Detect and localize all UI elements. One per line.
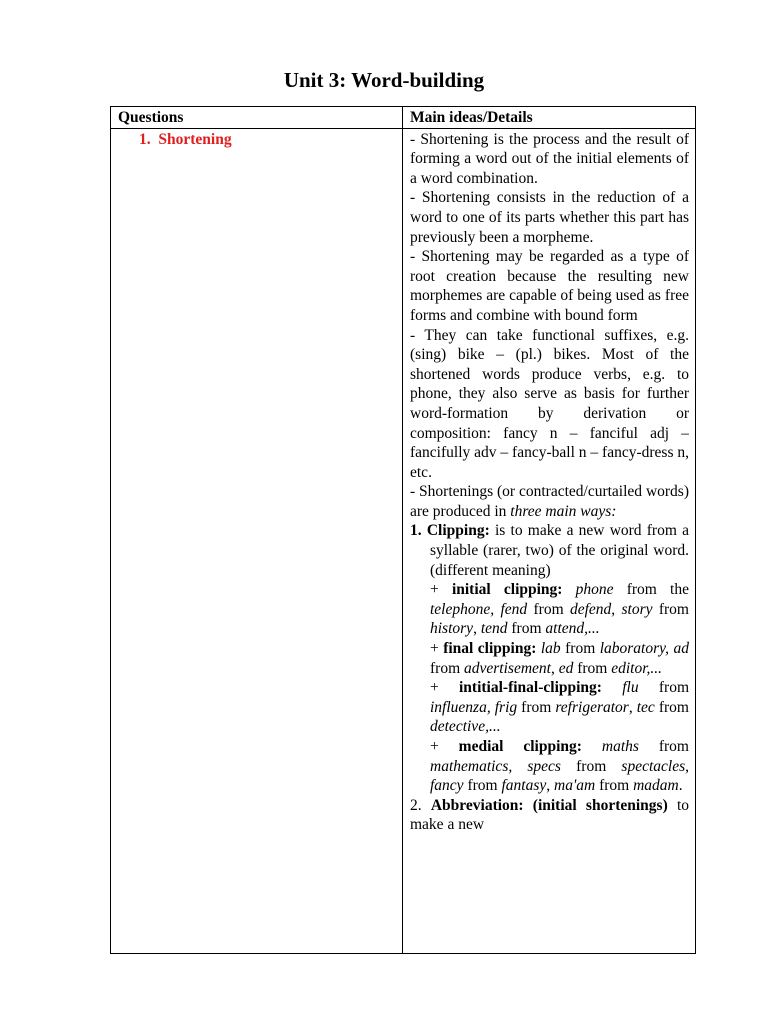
- example-word: flu: [622, 679, 639, 697]
- example-word: defend: [569, 600, 612, 618]
- three-ways-italic: three main ways:: [510, 502, 617, 520]
- paragraph-three-ways: [410, 482, 689, 521]
- plus-sign: +: [430, 581, 452, 599]
- connector: ,: [550, 659, 559, 677]
- example-word: history: [430, 620, 474, 638]
- connector: from: [517, 698, 556, 716]
- table-header-row: [111, 107, 696, 129]
- connector: from: [463, 777, 502, 795]
- medial-clipping-heading: medial clipping:: [458, 738, 582, 755]
- connector: .: [678, 777, 683, 795]
- question-label: Shortening: [158, 130, 232, 148]
- example-word: tec: [636, 698, 655, 716]
- connector: from: [527, 600, 570, 618]
- connector: ,: [611, 600, 622, 618]
- question-cell: [111, 128, 403, 953]
- paragraph-functional-suffixes: - They can take functional suffixes, e.g. (sing) bike – (pl.) bikes. Most of the shortened words produce verbs, e.g. to phone, they also serve as basis for further word-formation by derivation or composition: fancy n – fanciful adj – fancifully adv – fancy-ball n – fancy-dress n, etc.: [410, 326, 689, 481]
- notes-table: [110, 106, 696, 954]
- initial-clipping-item: [410, 580, 689, 639]
- page-title: Unit 3: Word-building: [283, 68, 485, 92]
- header-main-ideas: Main ideas/Details: [403, 107, 696, 129]
- example-word: telephone, fend: [430, 600, 528, 618]
- example-word: laboratory, ad: [599, 640, 689, 658]
- initial-final-clipping-item: [410, 678, 689, 737]
- connector: ,: [473, 620, 481, 638]
- example-word: mathematics, specs: [430, 757, 561, 775]
- plus-sign: +: [430, 679, 459, 697]
- plus-sign: +: [430, 640, 444, 658]
- connector: from: [560, 757, 622, 775]
- abbreviation-heading: Abbreviation: (initial shortenings): [430, 796, 668, 814]
- connector: ,: [546, 777, 554, 795]
- example-word: advertisement: [464, 659, 551, 677]
- example-word: ed: [558, 659, 574, 677]
- clipping-heading: Clipping:: [426, 522, 490, 540]
- connector: from: [638, 738, 689, 755]
- connector: from: [654, 698, 689, 716]
- example-word: refrigerator: [555, 698, 629, 716]
- example-word: attend,...: [545, 620, 600, 638]
- example-word: ma'am: [554, 777, 596, 795]
- example-word: influenza, frig: [430, 698, 518, 716]
- connector: from: [430, 659, 465, 677]
- final-clipping-heading: final clipping:: [443, 640, 537, 658]
- question-number: 1.: [139, 130, 151, 148]
- plus-sign: +: [430, 738, 459, 755]
- clipping-item: [410, 521, 689, 580]
- connector: from: [638, 679, 689, 697]
- connector: from the: [613, 581, 689, 599]
- initial-final-clipping-heading: intitial-final-clipping:: [459, 679, 602, 697]
- connector: ,: [628, 698, 637, 716]
- example-word: maths: [601, 738, 639, 755]
- paragraph-definition: - Shortening is the process and the result of forming a word out of the initial elements of a word combination.: [410, 130, 689, 187]
- connector: from: [507, 620, 546, 638]
- clipping-text: is to make a new word from a syllable (rarer, two) of the original word. (different meaning): [430, 522, 689, 579]
- details-cell: [403, 128, 696, 953]
- abbreviation-text: to make a new: [410, 796, 689, 834]
- abbreviation-item: [410, 796, 689, 835]
- connector: from: [560, 640, 600, 658]
- connector: from: [652, 600, 689, 618]
- initial-clipping-heading: initial clipping:: [451, 581, 563, 599]
- example-word: editor,...: [611, 659, 663, 677]
- connector: from: [595, 777, 634, 795]
- header-questions: Questions: [111, 107, 403, 129]
- medial-clipping-item: [410, 737, 689, 796]
- clipping-number: 1.: [410, 522, 422, 540]
- example-word: fancy: [430, 777, 464, 795]
- final-clipping-item: [410, 639, 689, 678]
- three-ways-text: - Shortenings (or contracted/curtailed words) are produced in: [410, 483, 689, 520]
- abbreviation-number: 2.: [410, 796, 422, 814]
- example-word: tend: [480, 620, 508, 638]
- example-word: detective,...: [430, 718, 501, 736]
- example-word: lab: [540, 640, 561, 658]
- connector: from: [573, 659, 612, 677]
- connector: ,: [685, 757, 689, 775]
- paragraph-root-creation: - Shortening may be regarded as a type of root creation because the resulting new morphemes are capable of being used as free forms and combine with bound form: [410, 248, 689, 324]
- example-word: fantasy: [501, 777, 547, 795]
- table-row: [111, 128, 696, 953]
- paragraph-reduction: - Shortening consists in the reduction of a word to one of its parts whether this part has previously been a morpheme.: [410, 189, 689, 246]
- example-word: story: [621, 600, 653, 618]
- example-word: madam: [633, 777, 679, 795]
- example-word: spectacles: [621, 757, 686, 775]
- example-word: phone: [575, 581, 614, 599]
